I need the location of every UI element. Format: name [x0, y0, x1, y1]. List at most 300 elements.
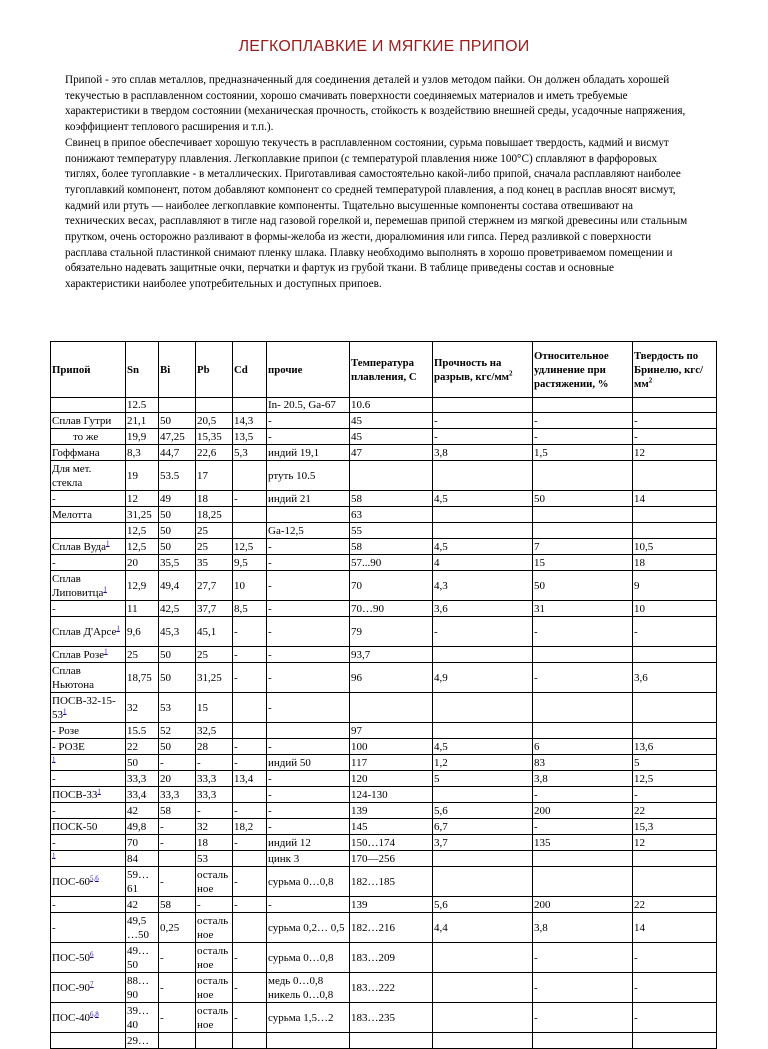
cell-name-text: - РОЗЕ — [52, 740, 85, 753]
cell-other: - — [267, 803, 350, 819]
cell-name-text: ПОС-40 — [52, 1011, 91, 1024]
cell-temp: 150…174 — [350, 835, 433, 851]
cell-strength: 4,5 — [433, 491, 533, 507]
cell-cd: 10 — [233, 571, 267, 601]
cell-pb: 28 — [196, 739, 233, 755]
cell-name — [51, 913, 126, 943]
cell-cd: - — [233, 1003, 267, 1033]
cell-strength: 3,7 — [433, 835, 533, 851]
cell-name — [51, 835, 126, 851]
table-body — [51, 398, 717, 1049]
cell-other: - — [267, 617, 350, 647]
cell-sn: 12 — [126, 491, 159, 507]
cell-cd — [233, 398, 267, 413]
cell-other: сурьма 1,5…2 — [267, 1003, 350, 1033]
cell-hard: - — [633, 413, 717, 429]
cell-temp: 183…235 — [350, 1003, 433, 1033]
cell-bi — [159, 1033, 196, 1049]
table-row — [51, 755, 717, 771]
cell-hard: - — [633, 787, 717, 803]
cell-hard: 10,5 — [633, 539, 717, 555]
cell-temp: 47 — [350, 445, 433, 461]
cell-temp — [350, 1033, 433, 1049]
cell-bi: - — [159, 943, 196, 973]
cell-strength: 1,2 — [433, 755, 533, 771]
cell-strength: 4,4 — [433, 913, 533, 943]
cell-bi: 53.5 — [159, 461, 196, 491]
cell-strength: - — [433, 413, 533, 429]
cell-name-text: - — [52, 898, 56, 911]
cell-other: - — [267, 429, 350, 445]
cell-bi: 50 — [159, 739, 196, 755]
cell-elong: - — [533, 943, 633, 973]
cell-sn: 12.5 — [126, 398, 159, 413]
table-row — [51, 897, 717, 913]
table-row — [51, 571, 717, 601]
cell-pb: 53 — [196, 851, 233, 867]
cell-pb: 27,7 — [196, 571, 233, 601]
cell-pb: 15,35 — [196, 429, 233, 445]
footnote-link[interactable]: 1 — [52, 850, 56, 859]
table-row — [51, 803, 717, 819]
cell-strength: 3,6 — [433, 601, 533, 617]
cell-other: - — [267, 663, 350, 693]
cell-name — [51, 787, 126, 803]
cell-elong — [533, 723, 633, 739]
cell-name-text: Мелотта — [52, 508, 92, 521]
cell-hard: 10 — [633, 601, 717, 617]
header-strength-label: Прочность на разрыв, кгс/мм — [434, 356, 510, 383]
cell-temp: 139 — [350, 803, 433, 819]
cell-temp: 70 — [350, 571, 433, 601]
cell-pb — [196, 1033, 233, 1049]
cell-sn: 9,6 — [126, 617, 159, 647]
cell-sn: 12,9 — [126, 571, 159, 601]
cell-hard: - — [633, 943, 717, 973]
cell-pb: - — [196, 803, 233, 819]
cell-name — [51, 663, 126, 693]
cell-elong: - — [533, 787, 633, 803]
cell-other: In- 20.5, Ga-67 — [267, 398, 350, 413]
cell-hard — [633, 1033, 717, 1049]
table-row — [51, 943, 717, 973]
cell-pb: 20,5 — [196, 413, 233, 429]
cell-bi — [159, 398, 196, 413]
cell-cd: - — [233, 617, 267, 647]
cell-elong: 31 — [533, 601, 633, 617]
cell-strength — [433, 1033, 533, 1049]
cell-bi: 50 — [159, 663, 196, 693]
table-row — [51, 398, 717, 413]
cell-name-text: Сплав Гутри — [52, 414, 112, 427]
cell-name — [51, 491, 126, 507]
cell-sn: 11 — [126, 601, 159, 617]
cell-sn: 8,3 — [126, 445, 159, 461]
cell-bi: 47,25 — [159, 429, 196, 445]
cell-hard: 5 — [633, 755, 717, 771]
cell-bi: 42,5 — [159, 601, 196, 617]
cell-name — [51, 555, 126, 571]
cell-cd: - — [233, 867, 267, 897]
cell-bi: 53 — [159, 693, 196, 723]
cell-elong — [533, 523, 633, 539]
header-hardness-label: Твердость по Бринелю, кгс/мм — [634, 349, 703, 390]
cell-temp: 170—256 — [350, 851, 433, 867]
cell-strength: 4,5 — [433, 739, 533, 755]
cell-bi: 33,3 — [159, 787, 196, 803]
cell-name-text: ПОСВ-32-15-53 — [52, 694, 116, 721]
cell-sn: 84 — [126, 851, 159, 867]
cell-bi: - — [159, 835, 196, 851]
cell-other: сурьма 0,2… 0,5 — [267, 913, 350, 943]
cell-name-text: - — [52, 556, 56, 569]
cell-temp: 45 — [350, 429, 433, 445]
table-row — [51, 539, 717, 555]
cell-bi: - — [159, 973, 196, 1003]
cell-hard — [633, 867, 717, 897]
cell-sn: 25 — [126, 647, 159, 663]
table-row — [51, 913, 717, 943]
cell-strength: 4,5 — [433, 539, 533, 555]
cell-strength — [433, 723, 533, 739]
cell-bi: 50 — [159, 523, 196, 539]
cell-name-text: - — [52, 492, 56, 505]
cell-cd: 13,5 — [233, 429, 267, 445]
paragraph: Припой - это сплав металлов, предназначенный для соединения деталей и узлов методом пайки. Он должен обладать хорошей текучестью в расплавленном состоянии, хорошо смачивать поверхности соединяемых материалов и иметь требуемые характеристики в твердом состоянии (механическая прочность, стойкость к воздействию внешней среды, усадочные напряжения, коэффициент теплового расширения и т.п.). — [65, 74, 686, 134]
cell-sn: 42 — [126, 897, 159, 913]
cell-name-text: - — [52, 921, 56, 934]
cell-bi: - — [159, 755, 196, 771]
solder-table — [50, 341, 717, 1049]
cell-elong: - — [533, 1003, 633, 1033]
cell-elong: 50 — [533, 571, 633, 601]
cell-temp: 100 — [350, 739, 433, 755]
table-row — [51, 723, 717, 739]
cell-elong — [533, 647, 633, 663]
cell-hard: 12,5 — [633, 771, 717, 787]
table-row — [51, 973, 717, 1003]
cell-other: индий 21 — [267, 491, 350, 507]
cell-elong — [533, 1033, 633, 1049]
cell-hard: 22 — [633, 803, 717, 819]
cell-cd: - — [233, 647, 267, 663]
cell-elong: - — [533, 429, 633, 445]
cell-temp: 139 — [350, 897, 433, 913]
cell-pb: 37,7 — [196, 601, 233, 617]
cell-cd — [233, 507, 267, 523]
cell-hard — [633, 461, 717, 491]
cell-bi: 50 — [159, 647, 196, 663]
cell-temp — [350, 693, 433, 723]
cell-name — [51, 943, 126, 973]
table-row — [51, 413, 717, 429]
cell-name-text: - — [52, 772, 56, 785]
cell-hard: 18 — [633, 555, 717, 571]
cell-cd: 9,5 — [233, 555, 267, 571]
cell-temp: 63 — [350, 507, 433, 523]
cell-name — [51, 897, 126, 913]
header-sn: Sn — [126, 342, 159, 398]
cell-elong: - — [533, 617, 633, 647]
footnote-link[interactable]: 1 — [103, 584, 107, 593]
footnote-link[interactable]: 7 — [90, 979, 94, 988]
cell-hard — [633, 723, 717, 739]
cell-hard — [633, 647, 717, 663]
footnote-link[interactable]: 6 — [90, 949, 94, 958]
cell-strength: 5 — [433, 771, 533, 787]
cell-name-text: Гоффмана — [52, 446, 100, 459]
footnote-link[interactable]: 1 — [63, 706, 67, 715]
cell-cd: - — [233, 973, 267, 1003]
cell-strength — [433, 787, 533, 803]
cell-pb — [196, 398, 233, 413]
cell-cd: 5,3 — [233, 445, 267, 461]
header-elongation: Относительное удлинение при растяжении, % — [533, 342, 633, 398]
cell-bi: 50 — [159, 507, 196, 523]
table-row — [51, 771, 717, 787]
footnote-link[interactable]: 5,6 — [90, 873, 99, 882]
cell-sn: 12,5 — [126, 523, 159, 539]
header-pb: Pb — [196, 342, 233, 398]
cell-name — [51, 617, 126, 647]
cell-other: цинк 3 — [267, 851, 350, 867]
header-temp: Температура плавления, С — [350, 342, 433, 398]
cell-sn: 18,75 — [126, 663, 159, 693]
footnote-link[interactable]: 1 — [106, 538, 110, 547]
footnote-link[interactable]: 1 — [97, 786, 101, 795]
cell-strength — [433, 523, 533, 539]
cell-name-text: ПОС-50 — [52, 951, 91, 964]
cell-bi — [159, 851, 196, 867]
cell-sn: 33,4 — [126, 787, 159, 803]
cell-cd — [233, 851, 267, 867]
cell-pb: 33,3 — [196, 787, 233, 803]
cell-name — [51, 507, 126, 523]
cell-name-text: Сплав Липовитца — [52, 572, 104, 599]
cell-pb: 31,25 — [196, 663, 233, 693]
cell-temp: 120 — [350, 771, 433, 787]
cell-cd: - — [233, 663, 267, 693]
cell-hard: - — [633, 617, 717, 647]
cell-strength — [433, 1003, 533, 1033]
cell-bi: - — [159, 819, 196, 835]
cell-other: индий 19,1 — [267, 445, 350, 461]
cell-strength — [433, 507, 533, 523]
cell-other: - — [267, 571, 350, 601]
cell-elong: 200 — [533, 803, 633, 819]
footnote-link[interactable]: 6,8 — [90, 1009, 99, 1018]
cell-name — [51, 571, 126, 601]
cell-name — [51, 445, 126, 461]
cell-sn: 70 — [126, 835, 159, 851]
cell-elong: - — [533, 819, 633, 835]
cell-sn: 20 — [126, 555, 159, 571]
cell-sn: 12,5 — [126, 539, 159, 555]
cell-name — [51, 693, 126, 723]
cell-pb: 18,25 — [196, 507, 233, 523]
cell-hard: - — [633, 1003, 717, 1033]
cell-other — [267, 1033, 350, 1049]
cell-elong — [533, 851, 633, 867]
cell-hard: - — [633, 973, 717, 1003]
cell-name — [51, 851, 126, 867]
cell-sn: 33,3 — [126, 771, 159, 787]
footnote-link[interactable]: 1 — [104, 646, 108, 655]
cell-other: - — [267, 693, 350, 723]
cell-bi: 58 — [159, 897, 196, 913]
footnote-link[interactable]: 1 — [52, 754, 56, 763]
cell-name-text: - — [52, 836, 56, 849]
cell-elong — [533, 693, 633, 723]
cell-sn: 29… — [126, 1033, 159, 1049]
footnote-link[interactable]: 1 — [116, 623, 120, 632]
cell-bi: 35,5 — [159, 555, 196, 571]
cell-pb: осталь ное — [196, 1003, 233, 1033]
cell-temp: 79 — [350, 617, 433, 647]
cell-temp: 124-130 — [350, 787, 433, 803]
cell-temp: 182…216 — [350, 913, 433, 943]
cell-bi: - — [159, 1003, 196, 1033]
table-row — [51, 491, 717, 507]
cell-other: - — [267, 787, 350, 803]
cell-pb: - — [196, 897, 233, 913]
cell-name-text: Сплав Розе — [52, 648, 105, 661]
cell-sn: 19 — [126, 461, 159, 491]
cell-other: ртуть 10.5 — [267, 461, 350, 491]
header-hardness-sup: 2 — [648, 375, 653, 384]
cell-sn: 31,25 — [126, 507, 159, 523]
cell-pb: осталь ное — [196, 867, 233, 897]
cell-name — [51, 523, 126, 539]
cell-pb: - — [196, 755, 233, 771]
cell-name-text: Для мет. стекла — [52, 462, 92, 489]
cell-other — [267, 507, 350, 523]
cell-name — [51, 647, 126, 663]
table-row — [51, 429, 717, 445]
cell-name-text: Сплав Д'Арсе — [52, 625, 117, 638]
cell-temp: 93,7 — [350, 647, 433, 663]
cell-bi: 20 — [159, 771, 196, 787]
cell-name-text: ПОС-60 — [52, 875, 91, 888]
cell-name — [51, 601, 126, 617]
cell-elong: 50 — [533, 491, 633, 507]
cell-name-text: - Розе — [52, 724, 79, 737]
header-other: прочие — [267, 342, 350, 398]
cell-name — [51, 867, 126, 897]
cell-name-text: - — [52, 602, 56, 615]
cell-pb: 25 — [196, 539, 233, 555]
cell-name-text: - — [52, 804, 56, 817]
cell-pb: осталь ное — [196, 973, 233, 1003]
cell-sn: 50 — [126, 755, 159, 771]
header-cd: Cd — [233, 342, 267, 398]
cell-temp: 97 — [350, 723, 433, 739]
cell-temp: 58 — [350, 539, 433, 555]
cell-sn: 49,5 …50 — [126, 913, 159, 943]
cell-strength — [433, 943, 533, 973]
table-row — [51, 507, 717, 523]
cell-other: - — [267, 739, 350, 755]
cell-cd: 14,3 — [233, 413, 267, 429]
cell-sn: 59… 61 — [126, 867, 159, 897]
cell-hard: 3,6 — [633, 663, 717, 693]
cell-elong: - — [533, 413, 633, 429]
cell-cd: - — [233, 943, 267, 973]
cell-pb: 18 — [196, 491, 233, 507]
cell-hard: 9 — [633, 571, 717, 601]
cell-elong: 83 — [533, 755, 633, 771]
cell-other: медь 0…0,8 никель 0…0,8 — [267, 973, 350, 1003]
cell-cd — [233, 523, 267, 539]
cell-cd — [233, 693, 267, 723]
cell-pb: 22,6 — [196, 445, 233, 461]
cell-temp: 96 — [350, 663, 433, 693]
cell-elong: 1,5 — [533, 445, 633, 461]
cell-other: индий 12 — [267, 835, 350, 851]
cell-strength: 4 — [433, 555, 533, 571]
cell-sn: 21,1 — [126, 413, 159, 429]
cell-elong: 3,8 — [533, 771, 633, 787]
cell-cd: 8,5 — [233, 601, 267, 617]
cell-bi: 50 — [159, 539, 196, 555]
cell-other: - — [267, 539, 350, 555]
table-row — [51, 693, 717, 723]
cell-strength: 4,3 — [433, 571, 533, 601]
cell-name-text: ПОС-90 — [52, 981, 91, 994]
table-row — [51, 617, 717, 647]
cell-name — [51, 803, 126, 819]
cell-cd: - — [233, 803, 267, 819]
cell-cd: 13,4 — [233, 771, 267, 787]
cell-name — [51, 1003, 126, 1033]
table-row — [51, 851, 717, 867]
cell-cd: - — [233, 491, 267, 507]
cell-hard: - — [633, 429, 717, 445]
cell-strength — [433, 973, 533, 1003]
cell-name — [51, 1033, 126, 1049]
cell-strength: 4,9 — [433, 663, 533, 693]
cell-name — [51, 973, 126, 1003]
table-row — [51, 555, 717, 571]
cell-hard: 12 — [633, 445, 717, 461]
table-row — [51, 739, 717, 755]
cell-cd — [233, 787, 267, 803]
table-row — [51, 787, 717, 803]
cell-hard — [633, 507, 717, 523]
cell-strength: - — [433, 429, 533, 445]
cell-hard — [633, 398, 717, 413]
cell-strength — [433, 693, 533, 723]
cell-temp: 183…209 — [350, 943, 433, 973]
cell-pb: осталь ное — [196, 913, 233, 943]
cell-name — [51, 429, 126, 445]
cell-bi: 45,3 — [159, 617, 196, 647]
cell-cd: - — [233, 739, 267, 755]
cell-pb: осталь ное — [196, 943, 233, 973]
cell-sn: 49… 50 — [126, 943, 159, 973]
cell-other: - — [267, 601, 350, 617]
cell-cd: - — [233, 835, 267, 851]
cell-bi: 52 — [159, 723, 196, 739]
cell-elong: 15 — [533, 555, 633, 571]
cell-elong: - — [533, 663, 633, 693]
cell-sn: 22 — [126, 739, 159, 755]
cell-hard: 13,6 — [633, 739, 717, 755]
cell-temp: 117 — [350, 755, 433, 771]
table-row — [51, 1033, 717, 1049]
cell-name — [51, 539, 126, 555]
cell-strength: 5,6 — [433, 897, 533, 913]
